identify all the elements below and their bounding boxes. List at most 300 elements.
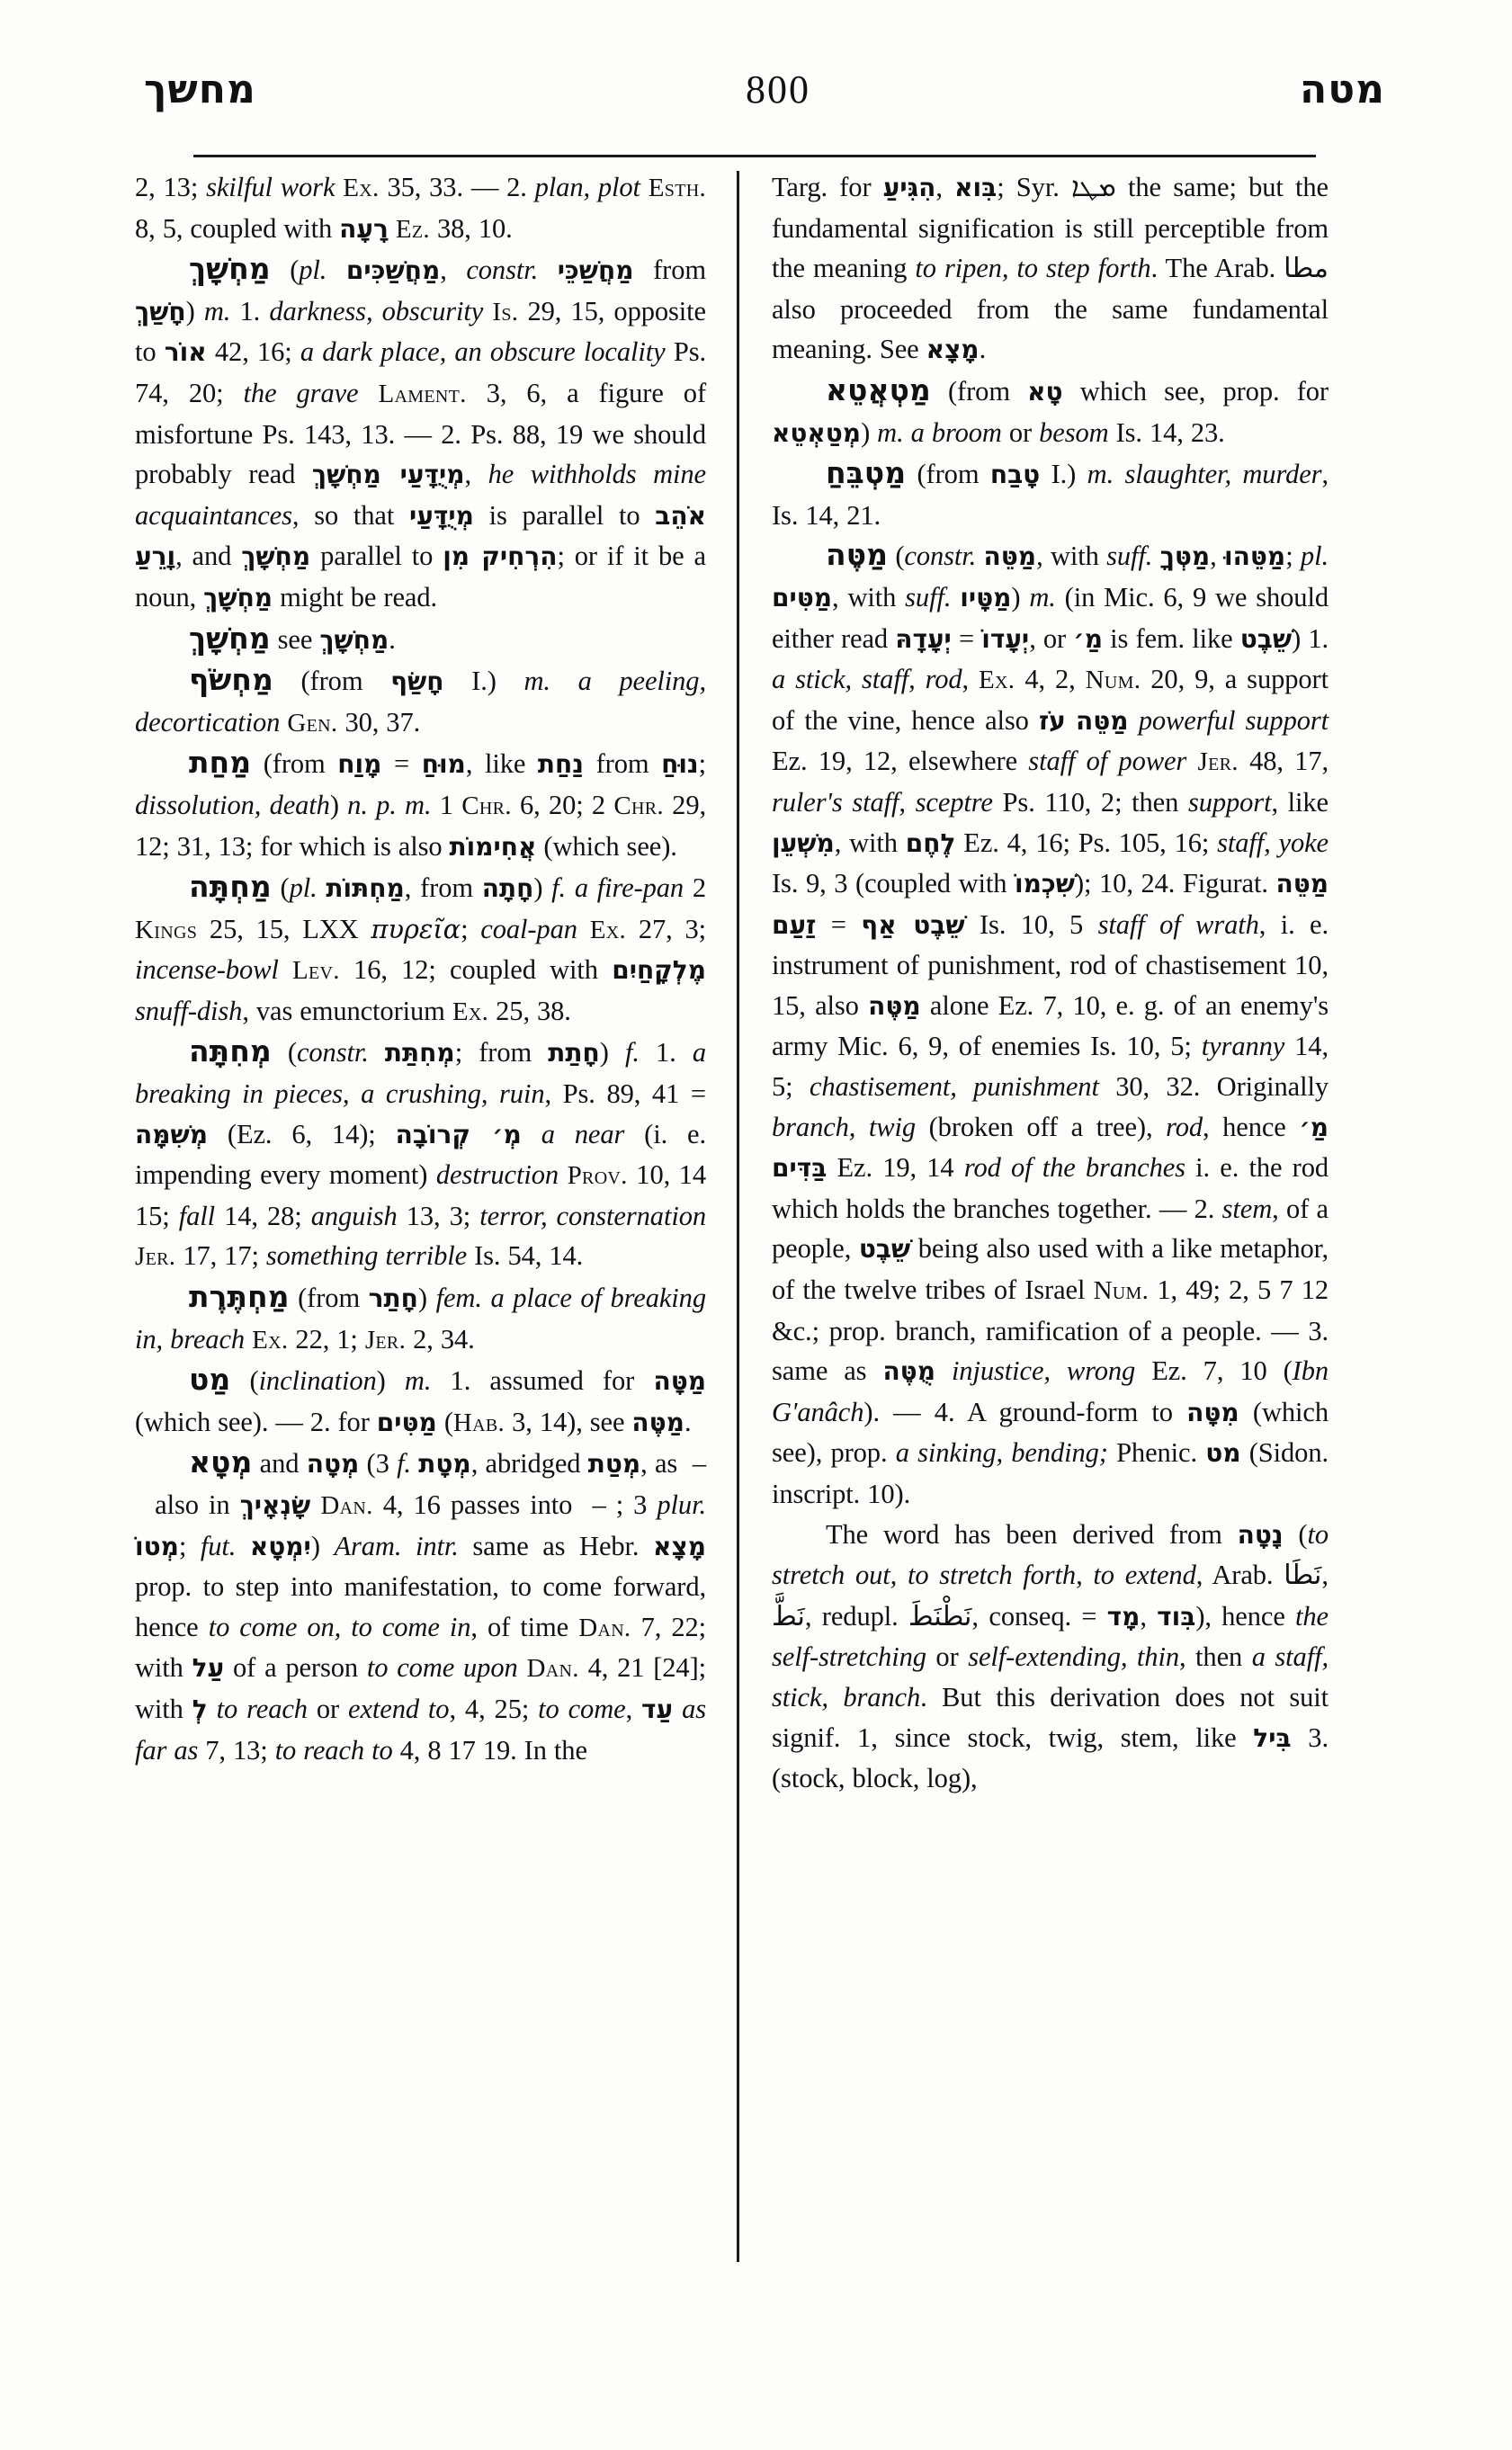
italic-text: extend to [348,1693,450,1724]
body-text: 2, 13; [135,172,207,202]
body-text: (which see). [536,830,677,862]
entry-headword: מַטְאֲטֵא [826,371,931,407]
italic-text: coal-pan [480,913,577,944]
italic-text: a peeling, decortication [135,666,706,738]
body-text: i. e. the rod which holds the branches together. — 2. [772,1152,1329,1224]
body-text: Ez. 4, 16; Ps. 105, 16; [955,827,1218,858]
body-text [566,872,575,903]
body-text [369,1037,385,1068]
entry-headword: מַחְשָׁךְ [189,620,271,656]
entry-headword: מְטָא [189,1444,253,1480]
italic-text: f. [551,872,567,904]
body-text: , so that [291,499,410,531]
body-text: , [1321,1560,1329,1591]
lexicon-entry [135,1277,706,1360]
body-text [1114,459,1124,489]
italic-text: a place of breaking in, breach [135,1283,706,1355]
hebrew-word: מָצָא [653,1531,706,1561]
italic-text: f. [624,1037,640,1069]
body-text: , Is. 14, 21. [772,459,1329,531]
body-text: Ez. 19, 12, elsewhere [772,746,1029,777]
italic-text: he withholds mine acquaintances [135,459,706,531]
body-text: 16, 12; coupled with [339,954,613,986]
body-text [327,255,346,285]
left-column [135,167,724,1770]
italic-text: darkness, obscurity [269,295,484,326]
body-text: , [625,1693,642,1724]
page-number: 800 [745,67,810,112]
body-text [904,417,911,448]
italic-text: a dark place, an obscure locality [300,336,666,368]
body-text: – [135,1448,706,1520]
body-text: (from [930,375,1028,407]
hebrew-word: חָתַת [548,1038,600,1069]
body-text: , i. e. instrument of punishment, rod of chastisement 10, 15, also [772,908,1329,1021]
hebrew-word: מַטִּים [376,1407,437,1437]
body-text: 4, 2, [1015,664,1086,695]
hebrew-word: מַחְשָׁךְ [203,582,273,612]
italic-text: snuff-dish [135,995,243,1026]
body-text: from [583,748,662,780]
body-text: and [252,1448,307,1480]
header-rule [193,155,1316,157]
body-text: (Ez. 6, 14); [208,1118,396,1149]
italic-text: to reach [216,1693,308,1724]
body-text: ) [310,1530,335,1561]
hebrew-word: מְיֻדָּעַי מַחְשָׁךְ [311,460,465,490]
hebrew-word: מַ׳ בַּדִּים [772,1112,1329,1184]
hebrew-word: שֵׁבֶט אַף [861,909,965,940]
body-text: . The Arab. [1150,253,1284,284]
hebrew-word: הִרְחִיק מִן [443,541,558,572]
body-text: = [816,908,862,940]
body-text: Targ. for [772,172,883,202]
italic-text: a stick, staff, rod [772,664,962,695]
running-head [144,67,1385,128]
hebrew-word: מַטְּךָ [1159,541,1211,572]
body-text [538,255,558,285]
body-text: parallel to [310,541,443,572]
reference-abbrev: Hab. [452,1408,505,1437]
body-text: ) [1011,581,1030,612]
body-text [518,1652,527,1683]
hebrew-word: יִמְטָא [249,1531,311,1561]
italic-text: to come upon [366,1652,518,1684]
italic-text: Ibn G'anâch [772,1355,1329,1427]
hebrew-word: מַטֵּהוּ [1224,541,1286,572]
hebrew-word: עַל [192,1653,225,1684]
hebrew-word: מַטֵּה זַעַם [772,869,1329,940]
body-text: ) [861,416,878,448]
reference-abbrev: Num. [1093,1276,1150,1306]
italic-text: to ripen, to step forth [915,253,1151,284]
body-text: ) 1. [1292,622,1329,654]
body-text: , [935,172,955,202]
body-text: 30, 32. Originally [1098,1071,1329,1103]
body-text: ; 3 [615,1489,658,1520]
body-text: Phenic. [1107,1437,1206,1469]
body-text: 1. assumed for [431,1365,654,1397]
hebrew-word: שָׂנְאָיךְ [239,1490,311,1520]
hebrew-word: אוֹר [164,337,207,368]
entry-headword: מַחְשֹׂף [189,662,273,698]
hebrew-word: מֻטֶּה [882,1356,935,1387]
hebrew-word: אֲחִימוֹת [449,831,537,862]
body-text: , as [640,1448,685,1480]
lexicon-entry [772,453,1329,535]
italic-text: constr. [296,1037,369,1069]
reference-abbrev: Jer. [1197,747,1239,777]
hebrew-word: מְטָה [306,1449,360,1480]
hebrew-word: חָשַׁךְ [135,296,186,326]
body-text: 8, 5, coupled with [135,212,340,244]
italic-text: plur. [657,1489,706,1520]
italic-text: pl. [289,872,318,904]
italic-text: pl. [299,255,327,286]
body-text [951,582,960,612]
italic-text: to come [538,1693,626,1724]
body-text: 10, 14 15; [135,1159,706,1231]
hebrew-word: בִּוא [954,173,998,202]
arabic-word: نَطَا [1284,1560,1322,1592]
lexicon-entry [772,371,1329,453]
body-text: 1 [431,789,462,820]
hebrew-word: חָתַר [368,1283,418,1314]
hebrew-word: בִּיל [1253,1722,1292,1753]
italic-text: incense-bowl [135,954,279,986]
entry-headword: מַחְתֶּרֶת [189,1279,290,1315]
arabic-word: ܡܛܐ [1070,172,1116,203]
body-text [673,1694,682,1724]
italic-text: terror, consternation [479,1200,706,1231]
body-text: I.) [1040,459,1087,490]
hebrew-word: מַטָּה [653,1366,706,1397]
body-text: , redupl. [804,1600,908,1632]
body-text: Is. 10, 5 [964,908,1098,940]
body-text: 29, 12; 31, 13; for which is also [135,789,706,862]
body-text: , or [1029,622,1074,654]
body-text: 22, 1; [288,1323,365,1355]
hebrew-word: מִטָּה [1186,1397,1239,1427]
arabic-word: نَطَّ [772,1600,805,1632]
arabic-word: نَطْنَطَ [908,1600,972,1632]
italic-text: fem. [435,1283,482,1314]
italic-text: as far as [135,1693,706,1766]
body-text: , [1140,1600,1158,1632]
body-text [318,872,327,903]
entry-headword: מְחִתָּה [189,1033,272,1069]
hebrew-word: מֶלְקָחַיִם [612,955,706,986]
reference-abbrev: Lev. [291,956,340,986]
body-text: Ez. 7, 10 ( [1135,1355,1293,1387]
body-text: 3. (stock, block, log), [772,1721,1329,1794]
body-text: of a person [224,1652,367,1684]
arabic-word: مطا [1284,253,1329,285]
italic-text: skilful work [206,172,336,202]
hebrew-word: מְיֻדָּעַי [409,500,474,531]
right-column [739,167,1329,1799]
reference-abbrev: Is. [492,297,519,326]
hebrew-word: מִשְׁעֵן [772,827,835,858]
body-text: 7, 13; [198,1734,275,1766]
reference-abbrev: Esth. [648,174,707,202]
hebrew-word: מַטֵּה [1076,705,1129,736]
italic-text: a near [541,1118,625,1149]
body-text: (i. e. impending every moment) [135,1118,706,1191]
italic-text: stem [1221,1193,1273,1224]
body-text: , and [175,541,242,572]
body-text: . [684,1406,692,1437]
hebrew-word: הִגִּיעַ [882,173,936,202]
body-text: is parallel to [473,499,656,531]
body-text [482,1283,491,1313]
body-text: from [633,255,706,286]
body-text [976,541,983,571]
body-text: (which see). — 2. for [135,1406,377,1437]
body-text: ) [599,1037,625,1069]
italic-text: constr. [466,255,539,286]
body-text: 4, 16 passes into [372,1489,583,1520]
body-text: ; [698,748,706,780]
body-text: , [962,664,980,695]
body-text: (which see), prop. [772,1396,1329,1469]
italic-text: a breaking in pieces, a crushing, ruin [135,1037,706,1110]
body-text: which see, prop. for [1062,375,1329,407]
body-text [1066,705,1076,736]
greek-word: πυρεῖα [371,913,461,944]
body-text: , conseq. = [971,1600,1107,1632]
italic-text: fut. [200,1530,237,1561]
italic-text: branch, twig [772,1111,917,1142]
body-text [522,1119,541,1149]
body-text: also in [145,1489,240,1520]
entry-headword: מַטְבֵּחַ [826,455,907,491]
body-text: – [582,1489,616,1520]
lexicon-entry [135,619,706,661]
italic-text: f. [397,1448,411,1480]
body-text: ) [185,295,204,326]
running-head-left-hebrew: מחשך [144,67,256,112]
body-text: 30, 37. [337,706,421,738]
body-text [559,1159,568,1190]
reference-abbrev: Jer. [135,1242,176,1272]
hebrew-word: טָא [1027,376,1063,407]
body-text: 27, 3; [626,913,706,944]
body-text: ) [329,789,348,820]
italic-text: staff of power [1028,746,1187,777]
body-text: 17, 17; [175,1240,266,1272]
hebrew-word: מַטָּיו [960,582,1012,612]
body-text [550,666,578,696]
italic-text: self-extending, thin [968,1641,1179,1673]
body-text: . [389,623,396,655]
body-text: , [440,255,467,286]
body-text: , with [832,581,906,612]
hebrew-word: אֹהֵב וָרֵעַ [135,500,706,572]
hebrew-word: מְטוֹ [135,1531,179,1561]
body-text [389,213,396,244]
reference-abbrev: Ex. [452,997,489,1026]
body-text: 2 [684,872,707,904]
reference-abbrev: Num. [1085,666,1141,695]
italic-text: suff. [1106,541,1153,572]
hebrew-word: עַד [641,1694,674,1724]
italic-text: besom [1039,416,1109,448]
body-text: , with [834,827,906,858]
body-text: 20, 9, a support of the vine, hence also [772,664,1329,736]
hebrew-word: מְטָת [418,1449,471,1480]
lexicon-entry [135,1032,706,1277]
italic-text: rod of the branches [963,1152,1185,1184]
body-text: 13, 3; [397,1200,480,1231]
lexicon-entry [135,867,706,1032]
hebrew-word: יְעָדָהּ [895,623,952,654]
hebrew-word: מָד [1106,1601,1141,1632]
hebrew-word: שִׁכְמוֹ [1015,869,1075,899]
body-text: ) [417,1283,436,1314]
hebrew-word: מַטֶּה [631,1407,684,1437]
lexicon-entry [135,743,706,867]
body-text: The word has been derived from [826,1518,1238,1550]
hebrew-word: מַטִּים [772,582,833,612]
body-text: Is. 9, 3 (coupled with [772,868,1015,899]
body-text: same as Hebr. [458,1530,654,1561]
lexicon-entry [772,1515,1329,1799]
italic-text: rod [1166,1111,1203,1142]
italic-text: the grave [243,377,359,408]
running-head-right-hebrew: מטה [1300,67,1385,112]
hebrew-word: מְטַת [587,1449,641,1480]
italic-text: staff, yoke [1217,827,1329,858]
body-text: (from [906,459,990,490]
reference-abbrev: Prov. [567,1161,628,1191]
italic-text: m. [1029,581,1056,612]
reference-abbrev: Ex. [589,915,627,944]
italic-text: the self-stretching [772,1600,1329,1673]
body-text: (from [251,748,338,780]
body-text: is fem. like [1102,622,1240,654]
italic-text: m. [877,416,904,448]
italic-text: support [1187,786,1272,818]
body-text: 14, 5; [772,1031,1329,1103]
italic-text: Aram. intr. [334,1530,459,1561]
italic-text: slaughter, murder [1124,459,1322,490]
body-text: or [307,1693,349,1724]
hebrew-word: חָשַׂף [390,666,444,697]
italic-text: to reach to [274,1734,393,1766]
body-text: , 4, 25; [449,1693,539,1724]
body-text: ); 10, 24. Figurat. [1074,868,1276,899]
reference-abbrev: Ex. [979,666,1015,695]
italic-text: tyranny [1201,1031,1285,1062]
body-text: Is. 54, 14. [467,1240,584,1272]
reference-abbrev: Ex. [343,174,380,202]
reference-abbrev: Lament. [378,379,467,408]
hebrew-word: מַחֲשַׁכִּים [345,255,441,286]
entry-headword: מַחְשָׁךְ [189,251,271,287]
body-text: (from [273,666,391,697]
italic-text: pl. [1300,541,1329,572]
italic-text: staff of wrath [1097,908,1259,940]
body-text [245,1324,252,1355]
lexicon-entry [772,535,1329,1514]
hebrew-word: מָצָא [926,335,980,365]
body-text: , from [404,872,482,904]
body-text: ; Syr. [997,172,1071,202]
body-text: 3, 14), see [505,1406,632,1437]
hebrew-word: מַטֵּה [983,541,1037,572]
body-text: ) [533,872,552,904]
hebrew-word: נוּחַ [661,749,699,780]
body-text: , with [1036,541,1107,572]
italic-text: anguish [310,1200,398,1231]
italic-text: powerful support [1138,704,1329,736]
body-text: 14, 28; [215,1200,311,1231]
body-text [640,172,649,202]
lexicon-entry [135,249,706,618]
body-text: (broken off a tree), [916,1111,1167,1142]
body-text: . [979,334,987,365]
body-text: . But this derivation does not suit signif. 1, since stock, twig, stem, like [772,1681,1329,1753]
body-text: , vas emunctorium [242,995,452,1026]
hebrew-word: מַחְתּוֹת [326,873,405,904]
body-text: being also used with a like metaphor, of the twelve tribes of Israel [772,1233,1329,1306]
body-text: , Ps. 89, 41 = [544,1078,706,1110]
body-text [1186,746,1197,776]
body-text [310,1489,320,1520]
body-text: ; [461,913,481,944]
body-text: , like [1271,786,1329,818]
body-text: Ps. 74, 20; [135,336,706,408]
body-text: 7, 22; with [135,1611,706,1684]
body-text: ( [271,1037,297,1069]
body-text [335,172,343,202]
reference-abbrev: Chr. [613,791,664,820]
body-text: 3, 6, a figure of misfortune Ps. 143, 13. — 2. Ps. 88, 19 we should probably read [135,377,706,490]
reference-abbrev: Ex. [252,1325,289,1355]
italic-text: m. [1087,459,1114,490]
hebrew-word: בִּוד [1157,1601,1196,1632]
lexicon-entry [135,660,706,743]
body-text: , hence [1203,1111,1300,1142]
hebrew-word: מַטֶּה [868,990,921,1021]
hebrew-word: מוּחַ [421,749,466,780]
body-text: ( [436,1406,453,1437]
body-text: , Arab. [1195,1560,1284,1591]
body-text: ; from [454,1037,549,1069]
body-text: ; or if it be a noun, [135,541,706,612]
italic-text: something terrible [265,1240,468,1272]
italic-text: ruler's staff, sceptre [772,786,993,818]
italic-text: a broom [910,416,1002,448]
body-text: , abridged [470,1448,588,1480]
body-text: , [1210,541,1225,572]
reference-abbrev: Dan. [526,1654,579,1684]
italic-text: m. [404,1365,432,1397]
body-text: = [381,748,422,780]
body-text: alone Ez. 7, 10, e. g. of an enemy's army Mic. 6, 9, of enemies Is. 10, 5; [772,989,1329,1062]
hebrew-word: מָוַח [337,749,382,780]
body-text: , then [1178,1641,1252,1673]
hebrew-word: מְ׳ קְרוֹבָה [395,1119,522,1149]
body-text [935,1355,952,1386]
body-text: 4, 8 17 19. In the [392,1734,587,1766]
hebrew-word: נַחַת [537,749,584,780]
body-text [483,296,492,326]
body-text: (Sidon. inscript. 10). [772,1437,1329,1509]
italic-text: fall [178,1200,216,1231]
body-text: = [951,622,982,654]
